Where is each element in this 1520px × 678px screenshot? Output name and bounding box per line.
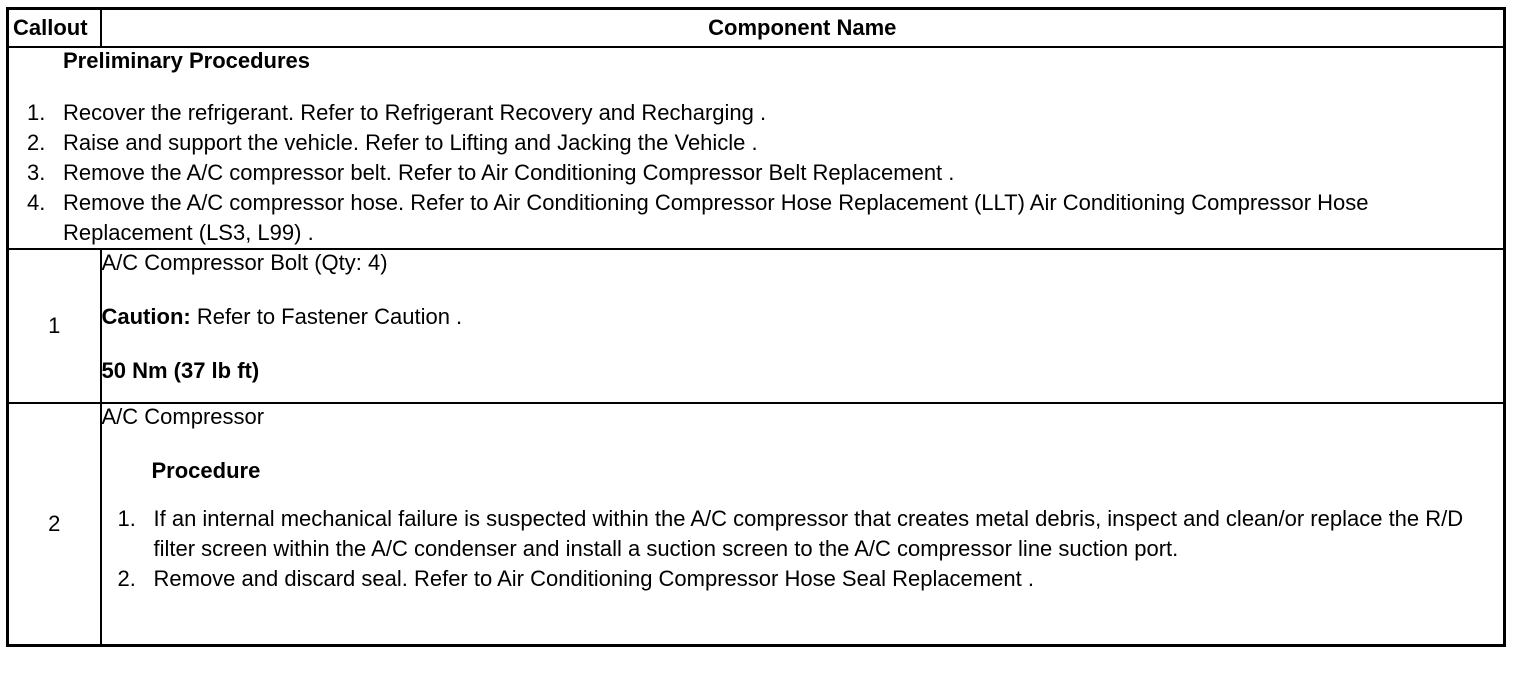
component-cell [101, 403, 1505, 646]
caution-text: Refer to Fastener Caution . [190, 304, 463, 329]
list-item [9, 188, 1503, 248]
step-text: Raise and support the vehicle. Refer to Lifting and Jacking the Vehicle . [63, 130, 758, 155]
preliminary-cell [8, 47, 1505, 249]
step-number: 3. [27, 160, 46, 185]
step-text: Recover the refrigerant. Refer to Refrigerant Recovery and Recharging . [63, 100, 767, 125]
component-name-column-header: Component Name [101, 9, 1505, 48]
component-cell [101, 249, 1505, 403]
preliminary-title: Preliminary Procedures [63, 48, 311, 73]
callout-number: 1 [8, 249, 101, 403]
caution-line [102, 304, 1504, 330]
caution-label: Caution: [101, 304, 191, 329]
component-table [6, 7, 1506, 647]
step-number: 2. [117, 566, 136, 591]
component-name: A/C Compressor [101, 404, 265, 429]
list-item [9, 128, 1503, 158]
procedure-steps-list [102, 504, 1504, 594]
step-text: Remove and discard seal. Refer to Air Conditioning Compressor Hose Seal Replacement . [153, 566, 1034, 591]
preliminary-row [8, 47, 1505, 249]
component-name: A/C Compressor Bolt (Qty: 4) [101, 250, 388, 275]
step-number: 4. [27, 190, 46, 215]
step-text: Remove the A/C compressor belt. Refer to Air Conditioning Compressor Belt Replacement . [63, 160, 955, 185]
list-item [102, 504, 1504, 564]
step-text: Remove the A/C compressor hose. Refer to Air Conditioning Compressor Hose Replacement (LLT) Air Conditioning Compressor Hose Replacement (LS3, L99) . [63, 190, 1369, 245]
header-row [8, 9, 1505, 48]
callout-column-header: Callout [8, 9, 101, 48]
procedure-title: Procedure [151, 458, 261, 483]
preliminary-steps-list [9, 98, 1503, 248]
list-item [102, 564, 1504, 594]
step-number: 2. [27, 130, 46, 155]
list-item [9, 158, 1503, 188]
torque-spec: 50 Nm (37 lb ft) [101, 358, 260, 383]
table-row [8, 403, 1505, 646]
step-number: 1. [117, 506, 136, 531]
list-item [9, 98, 1503, 128]
step-text: If an internal mechanical failure is suspected within the A/C compressor that creates metal debris, inspect and clean/or replace the R/D filter screen within the A/C condenser and install a suction screen to the A/C compressor line suction port. [153, 506, 1464, 561]
callout-number: 2 [8, 403, 101, 646]
table-row [8, 249, 1505, 403]
step-number: 1. [27, 100, 46, 125]
